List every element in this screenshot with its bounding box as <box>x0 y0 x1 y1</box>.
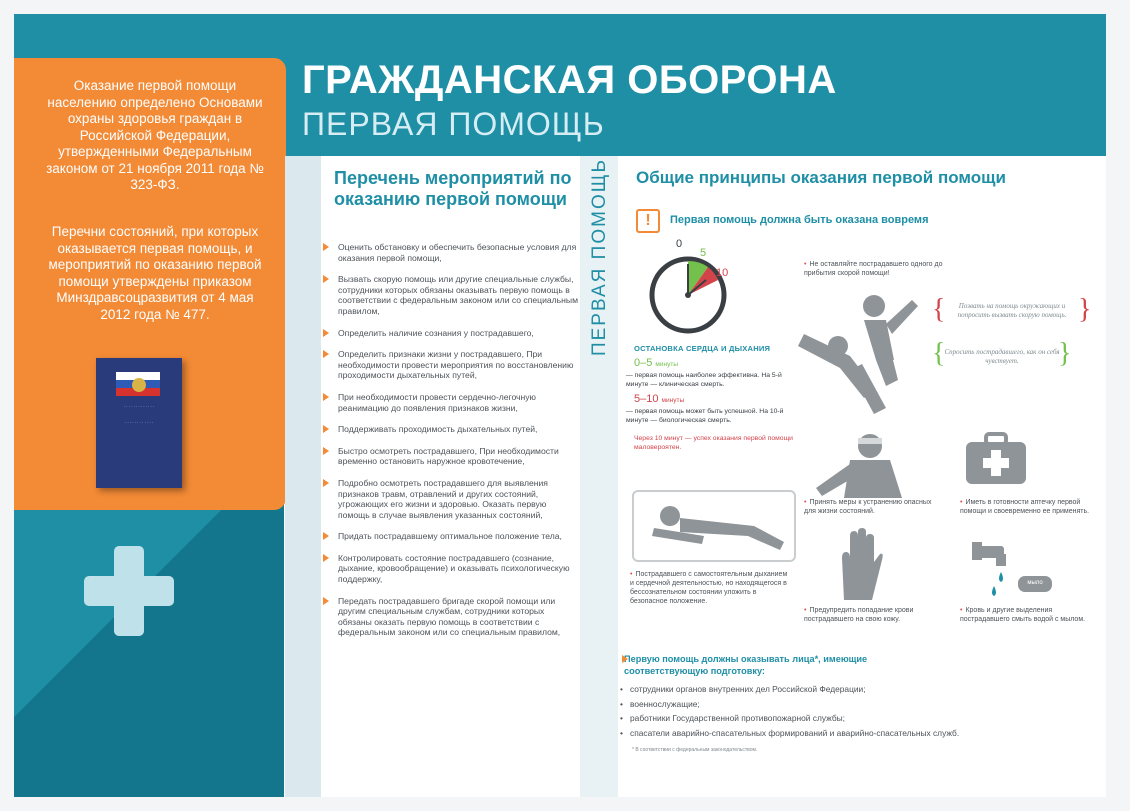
exclamation-icon: ! <box>636 209 660 233</box>
soap-label: мыло <box>1027 580 1043 586</box>
left-diagonal-shadow <box>14 484 284 797</box>
range-0-5 <box>634 357 678 369</box>
list-item: Передать пострадавшего бригаде скорой помощи или другим специальным службам, сотрудники которых обязаны оказать первую помощь в соответствии с федеральным законом или со специальным правилом, <box>320 596 578 638</box>
range-5-10 <box>634 393 684 405</box>
order-reference-text: Перечни состояний, при которых оказывается первая помощь, и мероприятий по оказанию первой помощи утверждены приказом Минздравсоцразвития от 4 мая 2012 года № 477. <box>48 224 262 322</box>
vertical-label-text: ПЕРВАЯ ПОМОЩЬ <box>589 157 610 357</box>
providers-list <box>620 684 959 742</box>
recovery-position-icon <box>634 492 794 560</box>
page-title: ГРАЖДАНСКАЯ ОБОРОНА <box>302 58 837 102</box>
page-subtitle: ПЕРВАЯ ПОМОЩЬ <box>302 106 605 142</box>
list-item: Определить признаки жизни у пострадавшего, При необходимости провести мероприятия по восстановлению проходимости дыхательных путей, <box>320 349 578 381</box>
call-help-note: Позвать на помощь окружающих и попросить вызвать скорую помощь. <box>957 302 1067 319</box>
list-item: Оценить обстановку и обеспечить безопасные условия для оказания первой помощи, <box>320 242 578 263</box>
remove-danger-note: • Принять меры к устранению опасных для жизни состояний. <box>804 499 932 515</box>
first-aid-kit-note: • Иметь в готовности аптечку первой помощи и своевременно ее применять. <box>960 499 1090 515</box>
gloves-text: Предупредить попадание крови пострадавшего на свою кожу. <box>804 607 914 623</box>
first-aid-kit-icon <box>964 432 1028 486</box>
list-item: Определить наличие сознания у пострадавшего, <box>320 328 578 339</box>
law-reference-text: Оказание первой помощи населению определено Основами охраны здоровья граждан в Российской Федерации, утвержденными Федеральным законом от 21 ноября 2011 года № 323-ФЗ. <box>46 78 264 192</box>
vertical-label <box>580 156 618 376</box>
middle-stripe <box>285 156 321 797</box>
list-item: • спасатели аварийно-спасательных формирований и аварийно-спасательных служб. <box>620 728 959 738</box>
clock-label-10: 10 <box>716 267 729 279</box>
cardiac-arrest-heading: ОСТАНОВКА СЕРДЦА И ДЫХАНИЯ <box>634 344 771 353</box>
providers-heading: Первую помощь должны оказывать лица*, имеющие соответствующую подготовку: <box>624 654 924 677</box>
injured-person-icon <box>810 430 914 498</box>
clock-label-5: 5 <box>700 247 707 259</box>
ask-feel-note: Спросить пострадавшего, как он себя чувствует. <box>944 348 1060 365</box>
list-item: • военнослужащие; <box>620 699 959 709</box>
wash-text: Кровь и другие выделения пострадавшего смыть водой с мылом. <box>960 607 1086 623</box>
first-aid-kit-text: Иметь в готовности аптечку первой помощи и своевременно ее применять. <box>960 499 1090 515</box>
tap-water-icon <box>964 534 1060 606</box>
dont-leave-text: Не оставляйте пострадавшего одного до прибытия скорой помощи! <box>804 261 943 277</box>
remove-danger-text: Принять меры к устранению опасных для жизни состояний. <box>804 499 932 515</box>
recovery-position-note: • Пострадавшего с самостоятельным дыханием и сердечной деятельностью, но находящегося в бессознательном состоянии уложить в безопасное положение. <box>630 571 788 605</box>
footnote: * В соответствии с федеральным законодательством. <box>632 747 758 753</box>
poster <box>14 14 1106 797</box>
list-item: Придать пострадавшему оптимальное положение тела, <box>320 531 578 542</box>
glove-icon <box>832 528 884 602</box>
gloves-note: • Предупредить попадание крови пострадавшего на свою кожу. <box>804 607 914 623</box>
wash-note: • Кровь и другие выделения пострадавшего смыть водой с мылом. <box>960 607 1086 623</box>
list-item: • работники Государственной противопожарной службы; <box>620 713 959 723</box>
bracket-right-green: } <box>1058 338 1072 369</box>
dont-leave-note: • Не оставляйте пострадавшего одного до прибытия скорой помощи! <box>804 261 943 277</box>
bracket-left-red: { <box>932 294 946 325</box>
list-item: Контролировать состояние пострадавшего (сознание, дыхание, кровообращение) и оказывать психологическую поддержку, <box>320 553 578 585</box>
list-item: Вызвать скорую помощь или другие специальные службы, сотрудники которых обязаны оказывать первую помощь в соответствии с федеральным законом или со специальным правилом, <box>320 274 578 316</box>
measures-heading: Перечень мероприятий по оказанию первой помощи <box>334 168 572 209</box>
book-cover-icon: · · · · · · · · · · · · · · · · · · · · · · · · · <box>96 358 182 488</box>
range-5-10-unit: минуты <box>661 397 685 404</box>
range-0-5-note: — первая помощь наиболее эффективна. На 5-й минуте — клиническая смерть. <box>626 372 782 388</box>
clock-label-0: 0 <box>676 238 683 250</box>
range-0-5-unit: минуты <box>655 361 679 368</box>
bracket-left-green: { <box>932 338 946 369</box>
late-aid-note: Через 10 минут — успех оказания первой помощи маловероятен. <box>634 435 793 451</box>
measures-list <box>320 242 578 649</box>
rescuer-victim-icon <box>790 286 940 416</box>
bracket-right-red: } <box>1078 294 1092 325</box>
list-item: Поддерживать проходимость дыхательных путей, <box>320 424 578 435</box>
list-item: При необходимости провести сердечно-легочную реанимацию до появления признаков жизни, <box>320 392 578 413</box>
range-5-10-value: 5–10 <box>634 393 659 405</box>
plus-cross-icon <box>84 546 174 636</box>
range-0-5-value: 0–5 <box>634 357 653 369</box>
list-item: Быстро осмотреть пострадавшего, При необходимости временно остановить наружное кровотечение, <box>320 446 578 467</box>
timely-aid-text: Первая помощь должна быть оказана вовремя <box>670 214 929 226</box>
clock-icon <box>638 240 738 340</box>
range-5-10-note: — первая помощь может быть успешной. На 10-й минуте — биологическая смерть. <box>626 408 784 424</box>
recovery-position-box <box>632 490 796 562</box>
list-item: • сотрудники органов внутренних дел Российской Федерации; <box>620 684 959 694</box>
list-item: Подробно осмотреть пострадавшего для выявления признаков травм, отравлений и других состояний, угрожающих его жизни и здоровью. Оказать первую помощь в случае выявления указанных состояний, <box>320 478 578 520</box>
principles-heading: Общие принципы оказания первой помощи <box>636 168 1006 187</box>
recovery-position-text: Пострадавшего с самостоятельным дыханием и сердечной деятельностью, но находящегося в бессознательном состоянии уложить в безопасное положение. <box>630 571 788 605</box>
